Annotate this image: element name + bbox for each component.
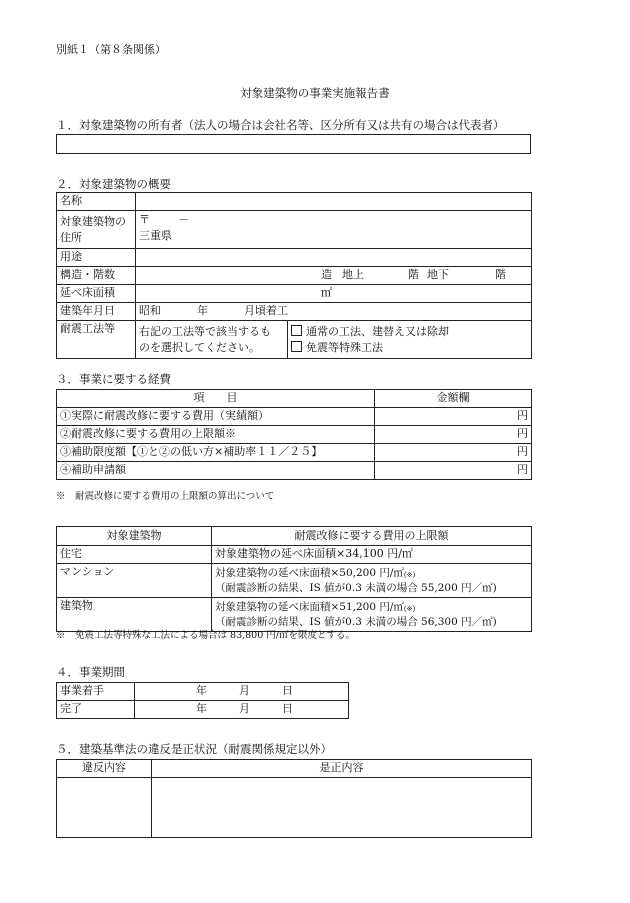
cost-row-amount[interactable]: 円 <box>375 462 532 480</box>
build-date-label: 建築年月日 <box>57 303 136 321</box>
cost-note: ※ 耐震改修に要する費用の上限額の算出について <box>56 491 275 502</box>
structure-above: 地上 <box>342 268 364 282</box>
limit-building-cell <box>212 598 532 632</box>
method-option-normal[interactable] <box>291 324 528 340</box>
limit-col-building: 対象建築物 <box>57 527 212 546</box>
period-start-month: 月 <box>239 684 250 698</box>
period-end-label: 完了 <box>57 701 135 719</box>
structure-floor-below: 階 <box>495 268 506 282</box>
method-option-special-label: 免震等特殊工法 <box>306 340 383 354</box>
period-start-label: 事業着手 <box>57 683 135 701</box>
limit-col-amount: 耐震改修に要する費用の上限額 <box>212 527 532 546</box>
name-field[interactable] <box>136 193 532 211</box>
violation-table <box>56 759 532 838</box>
address-field[interactable] <box>136 211 532 249</box>
cost-row-label: ③補助限度額【①と②の低い方×補助率１１／２５】 <box>57 444 375 462</box>
limit-mansion-label: マンション <box>57 564 212 598</box>
annex-label: 別紙１（第８条関係） <box>56 43 166 56</box>
cost-table <box>56 389 532 480</box>
method-label: 耐震工法等 <box>57 321 136 359</box>
build-date-field[interactable] <box>136 303 532 321</box>
name-label: 名称 <box>57 193 136 211</box>
period-table <box>56 682 349 719</box>
period-start-day: 日 <box>282 684 293 698</box>
floor-area-label: 延べ床面積 <box>57 285 136 303</box>
page-title: 対象建築物の事業実施報告書 <box>240 86 390 100</box>
section5-heading: ５．建築基準法の違反是正状況（耐震関係規定以外） <box>56 742 332 756</box>
period-end-field[interactable] <box>135 701 349 719</box>
limit-mark: (※) <box>403 605 416 614</box>
period-end-year: 年 <box>196 702 207 716</box>
period-start-year: 年 <box>196 684 207 698</box>
use-field[interactable] <box>136 249 532 267</box>
period-end-day: 日 <box>282 702 293 716</box>
structure-zo: 造 <box>321 268 332 282</box>
structure-field[interactable] <box>136 267 532 285</box>
use-label: 用途 <box>57 249 136 267</box>
postal-mark: 〒 <box>139 213 150 226</box>
floor-area-unit: ㎡ <box>321 286 332 300</box>
period-end-month: 月 <box>239 702 250 716</box>
limit-house-text: 対象建築物の延べ床面積×34,100 円/㎡ <box>212 546 532 564</box>
section4-heading: ４．事業期間 <box>56 665 125 679</box>
limit-mansion-text: 対象建築物の延べ床面積×50,200 円/㎡ <box>215 567 404 580</box>
section2-heading: ２．対象建築物の概要 <box>56 177 171 191</box>
build-date-era: 昭和 <box>139 304 161 318</box>
cost-row-label: ①実際に耐震改修に要する費用（実績額） <box>57 408 375 426</box>
limit-note: ※ 免震工法等特殊な工法による場合は 83,800 円/㎡を限度とする。 <box>56 630 355 641</box>
owner-table <box>56 134 531 154</box>
structure-floor-above: 階 <box>408 268 419 282</box>
period-start-field[interactable] <box>135 683 349 701</box>
cost-row-amount[interactable]: 円 <box>375 426 532 444</box>
limit-mansion-note: （耐震診断の結果、IS 値が0.3 未満の場合 55,200 円／㎡) <box>215 581 497 594</box>
cost-row-label: ②耐震改修に要する費用の上限額※ <box>57 426 375 444</box>
limit-house-label: 住宅 <box>57 546 212 564</box>
method-option-normal-label: 通常の工法、建替え又は除却 <box>306 324 449 338</box>
violation-correction-field[interactable] <box>152 778 532 838</box>
violation-col-correction: 是正内容 <box>152 760 532 778</box>
limit-mansion-cell <box>212 564 532 598</box>
violation-content-field[interactable] <box>57 778 152 838</box>
cost-col-item: 項 目 <box>57 390 375 408</box>
cost-row-amount[interactable]: 円 <box>375 408 532 426</box>
prefecture: 三重県 <box>139 228 172 242</box>
cost-col-amount: 金額欄 <box>375 390 532 408</box>
structure-label: 構造・階数 <box>57 267 136 285</box>
violation-col-content: 違反内容 <box>57 760 152 778</box>
floor-area-field[interactable] <box>136 285 532 303</box>
limit-mark: (※) <box>403 571 416 580</box>
method-options <box>288 321 532 359</box>
postal-dash: － <box>178 213 189 226</box>
build-date-month: 月頃着工 <box>244 304 288 318</box>
cost-row-amount[interactable]: 円 <box>375 444 532 462</box>
section1-heading: １．対象建築物の所有者（法人の場合は会社名等、区分所有又は共有の場合は代表者） <box>56 118 505 132</box>
limit-table <box>56 526 532 632</box>
structure-below: 地下 <box>427 268 449 282</box>
overview-table <box>56 192 532 359</box>
address-label: 対象建築物の 住所 <box>57 211 136 249</box>
limit-building-note: （耐震診断の結果、IS 値が0.3 未満の場合 56,300 円／㎡) <box>215 615 497 628</box>
cost-row-label: ④補助申請額 <box>57 462 375 480</box>
owner-field[interactable] <box>57 135 531 154</box>
method-description: 右記の工法等で該当するも のを選択してください。 <box>136 321 288 359</box>
limit-building-label: 建築物 <box>57 598 212 632</box>
section3-heading: ３．事業に要する経費 <box>56 372 171 386</box>
build-date-year: 年 <box>197 304 208 318</box>
method-option-special[interactable] <box>291 340 528 356</box>
checkbox-icon[interactable] <box>291 325 302 336</box>
limit-building-text: 対象建築物の延べ床面積×51,200 円/㎡ <box>215 601 404 614</box>
checkbox-icon[interactable] <box>291 341 302 352</box>
